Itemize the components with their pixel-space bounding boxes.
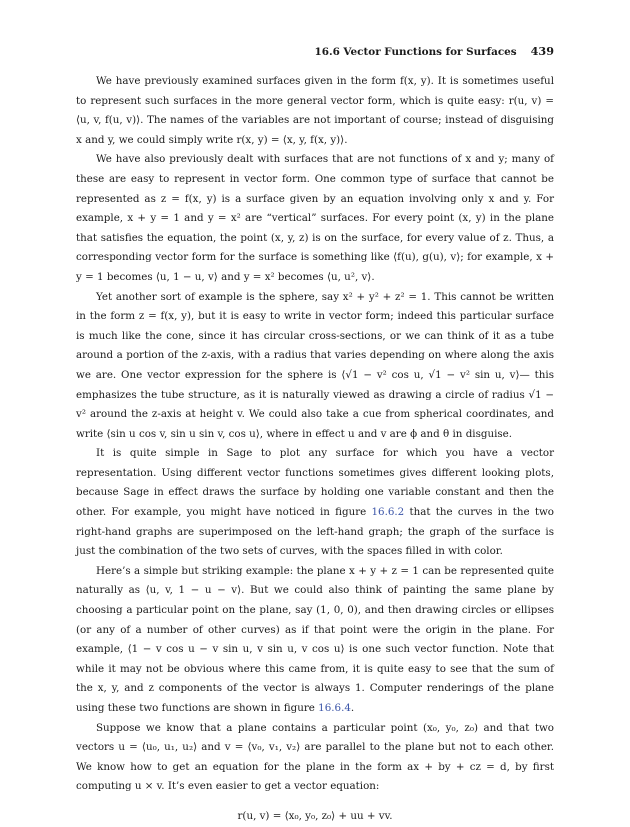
display-equation: r(u, v) = ⟨x₀, y₀, z₀⟩ + uu + vv. [237,809,393,822]
body-text [76,72,554,827]
paragraph: Suppose we know that a plane contains a particular point (x₀, y₀, z₀) and that two vectors u = ⟨u₀, u₁, u₂⟩ and v = ⟨v₀, v₁, v₂⟩ are parallel to the plane but not to each other. We know how to get an equation for the plane in the form ax + by + cz = d, by first computing u × v. It’s even easier to get a vector equation: [76,721,554,793]
paragraph: We have also previously dealt with surfaces that are not functions of x and y; many of these are easy to represent in vector form. One common type of surface that cannot be represented as z = f(x, y) is a surface given by an equation involving only x and y. For example, x + y = 1 and y = x² are “vertical” surfaces. For every point (x, y) in the plane that satisfies the equation, the point (x, y, z) is on the surface, for every value of z. Thus, a corresponding vector form for the surface is something like ⟨f(u), g(u), v⟩; for example, x + y = 1 becomes ⟨u, 1 − u, v⟩ and y = x² becomes ⟨u, u², v⟩. [76,153,554,283]
paragraph: We have previously examined surfaces given in the form f(x, y). It is sometimes useful to represent such surfaces in the more general vector form, which is quite easy: r(u, v) = ⟨u, v, f(u, v)⟩. The names of the variables are not important of course; instead of disguising x and y, we could simply write r(x, y) = ⟨x, y, f(x, y)⟩. [76,75,554,146]
figure-reference-link[interactable]: 16.6.2 [371,506,405,519]
paragraph: Here’s a simple but striking example: the plane x + y + z = 1 can be represented quite naturally as ⟨u, v, 1 − u − v⟩. But we could also think of painting the same plane by choosing a particular point on the plane, say (1, 0, 0), and then drawing circles or ellipses (or any of a number of other curves) as if that point were the origin in the plane. For example, ⟨1 − v cos u − v sin u, v sin u, v cos u⟩ is one such vector function. Note that while it may not be obvious where this came from, it is quite easy to see that the sum of the x, y, and z components of the vector is always 1. Computer renderings of the plane using these two functions are shown in figure 16.6.4. [76,564,554,714]
paragraph: Yet another sort of example is the sphere, say x² + y² + z² = 1. This cannot be written in the form z = f(x, y), but it is easy to write in vector form; indeed this particular surface is much like the cone, since it has circular cross-sections, or we can think of it as a tube around a portion of the z-axis, with a radius that varies depending on where along the axis we are. One vector expression for the sphere is ⟨√1 − v² cos u, √1 − v² sin u, v⟩— this emphasizes the tube structure, as it is naturally viewed as drawing a circle of radius √1 − v² around the z-axis at height v. We could also take a cue from spherical coordinates, and write ⟨sin u cos v, sin u sin v, cos u⟩, where in effect u and v are ϕ and θ in disguise. [76,290,554,440]
section-title: 16.6 Vector Functions for Surfaces [314,46,517,58]
paragraph: It is quite simple in Sage to plot any surface for which you have a vector representation. Using different vector functions sometimes gives different looking plots, because Sage in effect draws the surface by holding one variable constant and then the other. For example, you might have noticed in figure 16.6.2 that the curves in the two right-hand graphs are superimposed on the left-hand graph; the graph of the surface is just the combination of the two sets of curves, with the spaces filled in with color. [76,447,554,558]
figure-reference-link[interactable]: 16.6.4 [318,702,351,714]
running-header [76,44,554,58]
page-number: 439 [530,44,554,58]
